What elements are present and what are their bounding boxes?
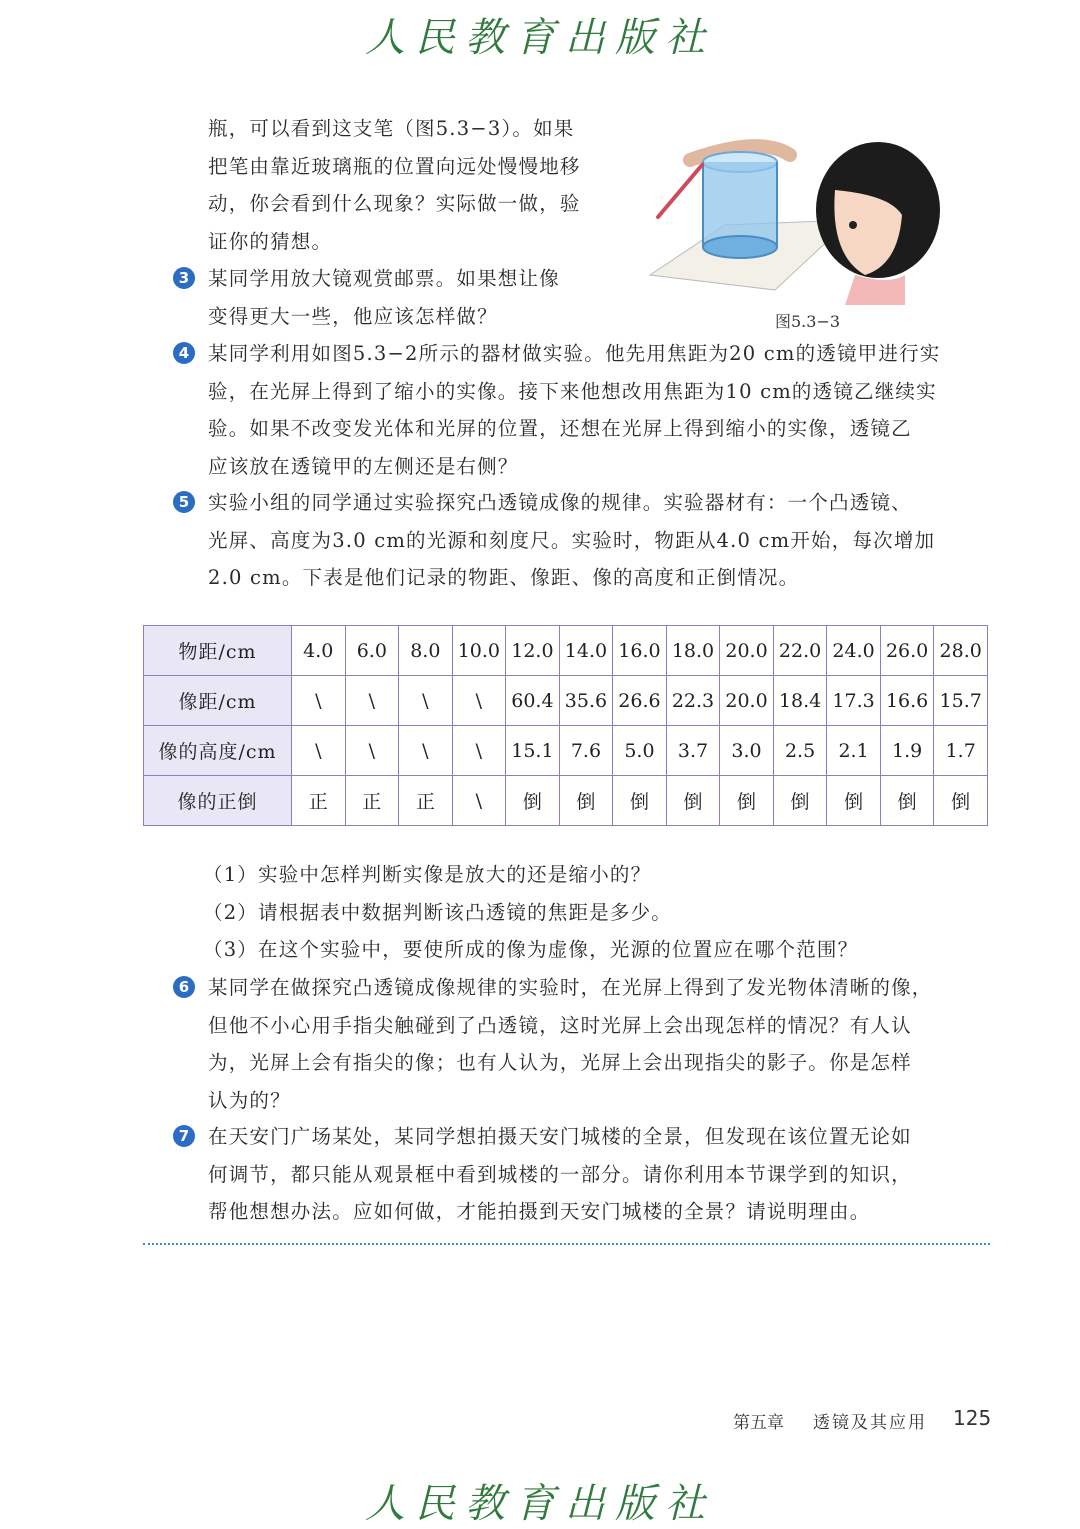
text-line: 某同学用放大镜观赏邮票。如果想让像 bbox=[208, 267, 560, 290]
figure-girl-glass-pen bbox=[640, 125, 970, 305]
table-cell: 倒 bbox=[559, 776, 613, 826]
question-number-6: 6 bbox=[173, 976, 195, 998]
row-header: 物距/cm bbox=[144, 626, 292, 676]
table-cell: 18.0 bbox=[666, 626, 720, 676]
table-cell: 倒 bbox=[773, 776, 827, 826]
table-cell: 倒 bbox=[880, 776, 934, 826]
table-cell: 正 bbox=[399, 776, 453, 826]
table-cell: 倒 bbox=[827, 776, 881, 826]
text-line: 为，光屏上会有指尖的像；也有人认为，光屏上会出现指尖的影子。你是怎样 bbox=[208, 1051, 912, 1074]
table-cell: 5.0 bbox=[613, 726, 667, 776]
table-cell: 7.6 bbox=[559, 726, 613, 776]
question-7 bbox=[208, 1118, 912, 1231]
table-cell: 4.0 bbox=[292, 626, 346, 676]
table-cell: 倒 bbox=[506, 776, 560, 826]
table-cell: \ bbox=[292, 726, 346, 776]
table-cell: 22.3 bbox=[666, 676, 720, 726]
text-line: 2.0 cm。下表是他们记录的物距、像距、像的高度和正倒情况。 bbox=[208, 566, 800, 589]
text-line: 应该放在透镜甲的左侧还是右侧？ bbox=[208, 454, 519, 478]
table-cell: 22.0 bbox=[773, 626, 827, 676]
text-line: 验，在光屏上得到了缩小的实像。接下来他想改用焦距为10 cm的透镜乙继续实 bbox=[208, 379, 937, 403]
table-cell: 35.6 bbox=[559, 676, 613, 726]
table-cell: 3.7 bbox=[666, 726, 720, 776]
text-line: 实验小组的同学通过实验探究凸透镜成像的规律。实验器材有：一个凸透镜、 bbox=[208, 491, 912, 514]
table-cell: \ bbox=[452, 676, 506, 726]
table-cell: \ bbox=[399, 726, 453, 776]
table-cell: \ bbox=[345, 726, 399, 776]
text-line: 认为的？ bbox=[208, 1088, 291, 1112]
table-cell: \ bbox=[452, 776, 506, 826]
table-cell: 1.9 bbox=[880, 726, 934, 776]
table-cell: \ bbox=[399, 676, 453, 726]
text-line: 某同学利用如图5.3−2所示的器材做实验。他先用焦距为20 cm的透镜甲进行实 bbox=[208, 342, 941, 365]
subquestions bbox=[203, 856, 858, 969]
girl-eye bbox=[849, 221, 857, 229]
table-cell: 15.7 bbox=[934, 676, 988, 726]
table-cell: \ bbox=[452, 726, 506, 776]
subquestion-1: （1）实验中怎样判断实像是放大的还是缩小的？ bbox=[203, 863, 652, 886]
subquestion-3: （3）在这个实验中，要使所成的像为虚像，光源的位置应在哪个范围？ bbox=[203, 938, 859, 961]
figure-caption: 图5.3−3 bbox=[775, 312, 841, 331]
table-cell: 20.0 bbox=[720, 676, 774, 726]
table-row bbox=[144, 726, 988, 776]
table-cell: 12.0 bbox=[506, 626, 560, 676]
table-cell: 8.0 bbox=[399, 626, 453, 676]
question-number-4: 4 bbox=[173, 342, 195, 364]
footer-chapter-title: 透镜及其应用 bbox=[813, 1413, 927, 1433]
table-cell: 2.1 bbox=[827, 726, 881, 776]
table-cell: 倒 bbox=[666, 776, 720, 826]
girl-shirt bbox=[845, 275, 905, 305]
text-line: 在天安门广场某处，某同学想拍摄天安门城楼的全景，但发现在该位置无论如 bbox=[208, 1125, 912, 1148]
question-4 bbox=[208, 335, 940, 485]
table-cell: 倒 bbox=[613, 776, 667, 826]
intro-paragraph bbox=[208, 110, 581, 260]
table-cell: 6.0 bbox=[345, 626, 399, 676]
row-header: 像距/cm bbox=[144, 676, 292, 726]
publisher-watermark-top: 人民教育出版社 bbox=[365, 15, 715, 61]
table-cell: \ bbox=[345, 676, 399, 726]
table-row bbox=[144, 626, 988, 676]
table-cell: 14.0 bbox=[559, 626, 613, 676]
glass-bottom bbox=[703, 236, 777, 258]
pen bbox=[658, 165, 702, 217]
table-cell: 16.6 bbox=[880, 676, 934, 726]
table-cell: 10.0 bbox=[452, 626, 506, 676]
table-cell: 3.0 bbox=[720, 726, 774, 776]
table-cell: 60.4 bbox=[506, 676, 560, 726]
table-cell: 20.0 bbox=[720, 626, 774, 676]
publisher-watermark-bottom: 人民教育出版社 bbox=[365, 1481, 715, 1527]
table-cell: 1.7 bbox=[934, 726, 988, 776]
question-number-7: 7 bbox=[173, 1125, 195, 1147]
question-6 bbox=[208, 969, 933, 1119]
glass-body bbox=[703, 162, 777, 247]
table-row bbox=[144, 776, 988, 826]
table-cell: 正 bbox=[292, 776, 346, 826]
table-cell: 正 bbox=[345, 776, 399, 826]
question-number-3: 3 bbox=[173, 267, 195, 289]
table-cell: 2.5 bbox=[773, 726, 827, 776]
question-3 bbox=[208, 260, 560, 335]
table-cell: 28.0 bbox=[934, 626, 988, 676]
text-line: 某同学在做探究凸透镜成像规律的实验时，在光屏上得到了发光物体清晰的像， bbox=[208, 976, 933, 999]
page-number: 125 bbox=[953, 1406, 992, 1430]
text-line: 瓶，可以看到这支笔（图5.3−3）。如果 bbox=[208, 117, 575, 140]
subquestion-2: （2）请根据表中数据判断该凸透镜的焦距是多少。 bbox=[203, 900, 673, 924]
table-cell: 17.3 bbox=[827, 676, 881, 726]
table-cell: 15.1 bbox=[506, 726, 560, 776]
dotted-divider bbox=[143, 1243, 990, 1245]
table-cell: 16.0 bbox=[613, 626, 667, 676]
text-line: 光屏、高度为3.0 cm的光源和刻度尺。实验时，物距从4.0 cm开始，每次增加 bbox=[208, 528, 936, 552]
table-row bbox=[144, 676, 988, 726]
text-line: 但他不小心用手指尖触碰到了凸透镜，这时光屏上会出现怎样的情况？有人认 bbox=[208, 1013, 912, 1037]
row-header: 像的正倒 bbox=[144, 776, 292, 826]
table-cell: 26.0 bbox=[880, 626, 934, 676]
table-cell: 倒 bbox=[720, 776, 774, 826]
table-cell: \ bbox=[292, 676, 346, 726]
experiment-data-table bbox=[143, 625, 988, 826]
text-line: 何调节，都只能从观景框中看到城楼的一部分。请你利用本节课学到的知识， bbox=[208, 1162, 912, 1186]
question-5 bbox=[208, 484, 935, 597]
question-number-5: 5 bbox=[173, 491, 195, 513]
table-cell: 26.6 bbox=[613, 676, 667, 726]
text-line: 证你的猜想。 bbox=[208, 229, 333, 253]
table-cell: 18.4 bbox=[773, 676, 827, 726]
text-line: 动，你会看到什么现象？实际做一做，验 bbox=[208, 192, 581, 215]
footer-chapter: 第五章 bbox=[733, 1413, 784, 1433]
text-line: 帮他想想办法。应如何做，才能拍摄到天安门城楼的全景？请说明理由。 bbox=[208, 1200, 871, 1223]
text-line: 变得更大一些，他应该怎样做？ bbox=[208, 304, 498, 328]
text-line: 把笔由靠近玻璃瓶的位置向远处慢慢地移 bbox=[208, 154, 581, 178]
table-cell: 24.0 bbox=[827, 626, 881, 676]
table-cell: 倒 bbox=[934, 776, 988, 826]
row-header: 像的高度/cm bbox=[144, 726, 292, 776]
text-line: 验。如果不改变发光体和光屏的位置，还想在光屏上得到缩小的实像，透镜乙 bbox=[208, 417, 912, 440]
